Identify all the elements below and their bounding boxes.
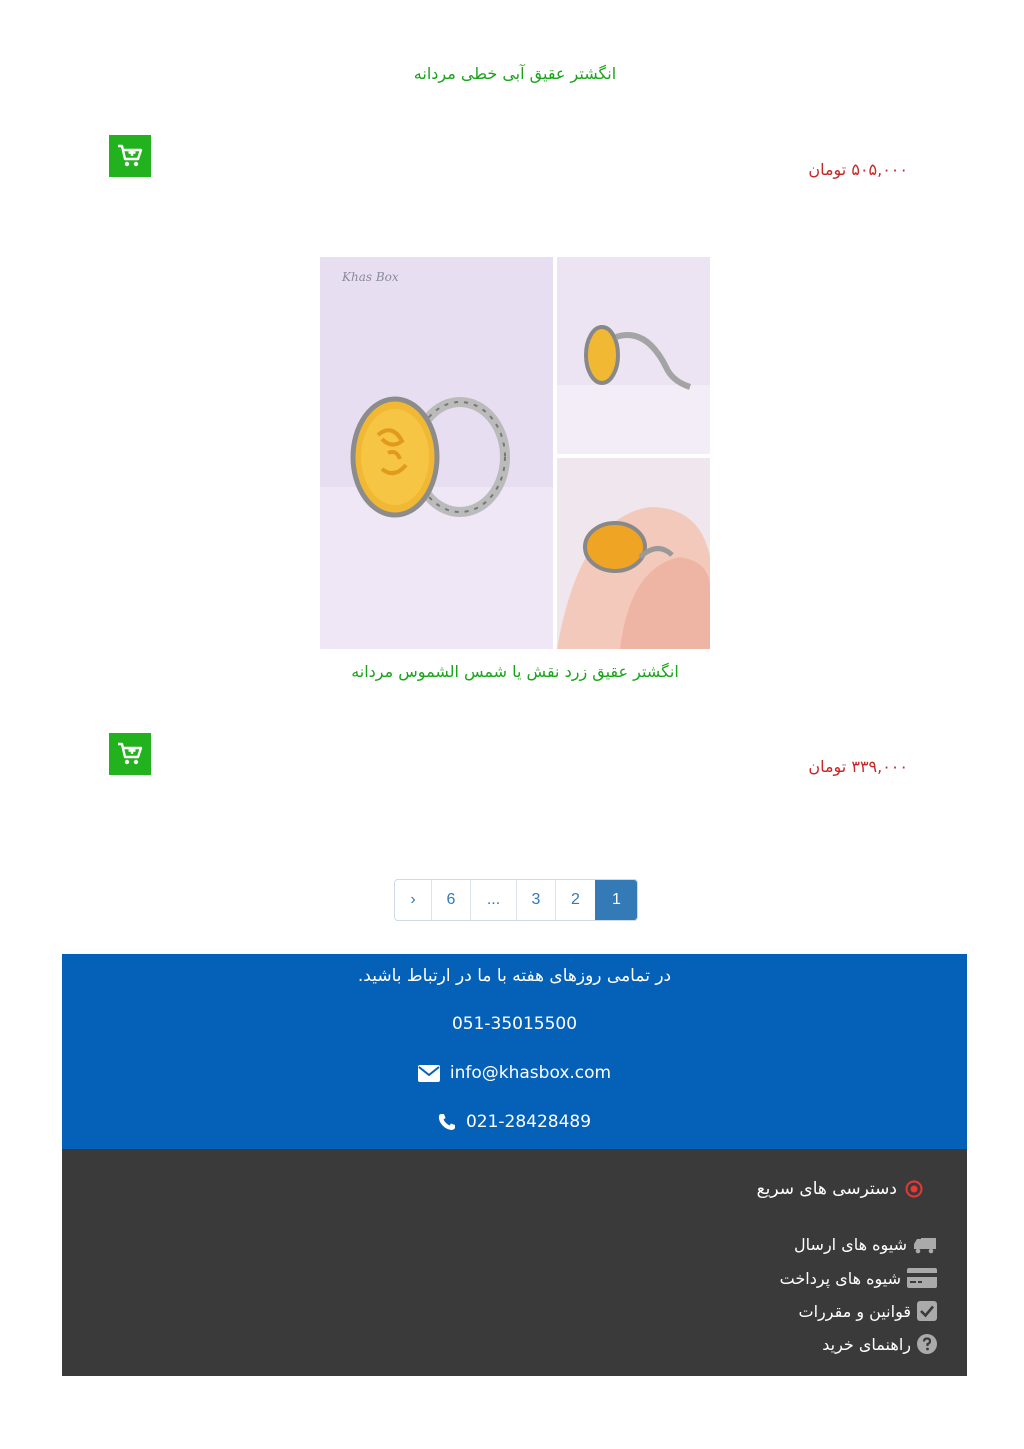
footer-quick-access xyxy=(62,1149,967,1376)
phone-icon xyxy=(438,1113,456,1131)
phone-number[interactable]: 051-35015500 xyxy=(451,1014,578,1034)
target-icon xyxy=(905,1180,923,1198)
envelope-icon xyxy=(418,1065,440,1082)
email-address[interactable]: info@khasbox.com xyxy=(449,1063,612,1083)
purchase-guide-label[interactable]: راهنمای خرید xyxy=(822,1334,911,1354)
add-to-cart-button[interactable] xyxy=(109,733,151,775)
add-to-cart-button[interactable] xyxy=(109,135,151,177)
next-page-button[interactable]: › xyxy=(395,880,431,920)
credit-card-icon xyxy=(907,1268,937,1288)
question-circle-icon xyxy=(917,1334,937,1354)
contact-phone-2[interactable] xyxy=(62,1112,967,1132)
purchase-guide-link[interactable] xyxy=(822,1334,937,1354)
contact-phone[interactable] xyxy=(62,1014,967,1034)
contact-section xyxy=(62,954,967,1149)
payment-methods-link[interactable] xyxy=(780,1268,937,1288)
product-image[interactable] xyxy=(320,257,710,649)
phone-number[interactable]: 021-28428489 xyxy=(465,1112,592,1132)
terms-link[interactable] xyxy=(799,1301,937,1321)
product-price: ۵۰۵,۰۰۰ تومان xyxy=(808,160,908,179)
checkbox-icon xyxy=(917,1301,937,1321)
shipping-methods-link[interactable] xyxy=(794,1235,937,1254)
watermark: Khas Box xyxy=(342,270,399,284)
page-1-button[interactable]: 1 xyxy=(595,880,637,920)
quick-access-title xyxy=(757,1179,923,1199)
cart-plus-icon xyxy=(116,143,144,169)
product-title[interactable]: انگشتر عقیق آبی خطی مردانه xyxy=(413,64,617,83)
payment-methods-label[interactable]: شیوه های پرداخت xyxy=(779,1268,901,1288)
page-ellipsis: ... xyxy=(470,880,516,920)
truck-icon xyxy=(913,1236,937,1254)
cart-plus-icon xyxy=(116,741,144,767)
page-6-button[interactable]: 6 xyxy=(431,880,470,920)
page-3-button[interactable]: 3 xyxy=(516,880,555,920)
contact-email[interactable] xyxy=(62,1063,967,1083)
pagination xyxy=(394,879,638,921)
contact-tagline: در تمامی روزهای هفته با ما در ارتباط باشید. xyxy=(357,966,672,986)
terms-label[interactable]: قوانین و مقررات xyxy=(798,1301,911,1321)
shipping-methods-label[interactable]: شیوه های ارسال xyxy=(794,1235,907,1254)
page-2-button[interactable]: 2 xyxy=(555,880,595,920)
quick-access-heading: دسترسی های سریع xyxy=(756,1179,897,1199)
product-title[interactable]: انگشتر عقیق زرد نقش یا شمس الشموس مردانه xyxy=(351,662,679,681)
product-price: ۳۳۹,۰۰۰ تومان xyxy=(808,757,908,776)
